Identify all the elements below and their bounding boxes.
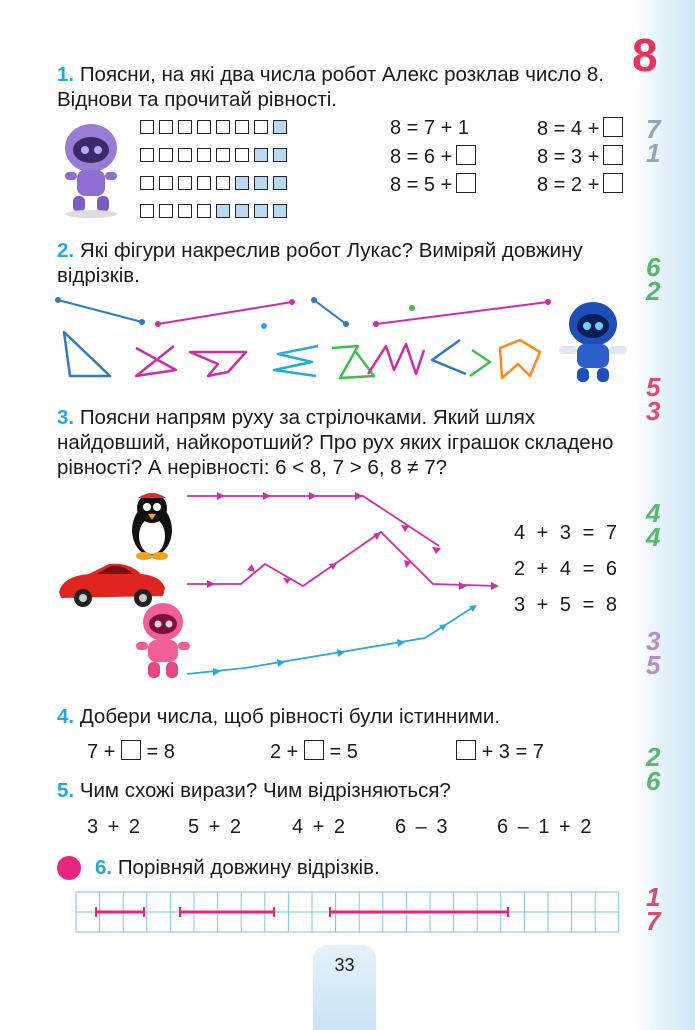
eq2-left: 2 + — [270, 741, 299, 763]
task5-number: 5. — [57, 779, 75, 802]
filled-square — [273, 204, 287, 218]
empty-square — [216, 148, 230, 162]
page-number: 33 — [334, 955, 355, 975]
task6-text — [95, 855, 595, 880]
square-row — [140, 174, 292, 194]
empty-square — [216, 176, 230, 190]
filled-square — [235, 204, 249, 218]
shapes — [64, 332, 540, 378]
task2-number: 2. — [57, 239, 75, 262]
side-number: 2 — [646, 742, 661, 772]
answer-box[interactable] — [603, 117, 623, 137]
empty-square — [254, 120, 268, 134]
equation-text: 8 = 6 + — [390, 146, 453, 168]
task5-expression: 6 – 3 — [395, 816, 448, 838]
filled-square — [273, 148, 287, 162]
side-number: 4 — [646, 498, 661, 528]
answer-box[interactable] — [456, 173, 476, 193]
task1-equation — [390, 117, 469, 140]
penguin-image — [118, 488, 186, 560]
task4-equation-3 — [456, 740, 544, 764]
eq3-right: + 3 = 7 — [481, 741, 544, 763]
task1-text — [57, 62, 635, 112]
task2-text — [57, 238, 635, 288]
square-row — [140, 202, 292, 222]
task4-text — [57, 704, 637, 729]
empty-square — [140, 176, 154, 190]
filled-square — [254, 148, 268, 162]
empty-square — [140, 148, 154, 162]
eq1-left: 7 + — [87, 741, 116, 763]
task5-expression: 4 + 2 — [292, 816, 346, 838]
empty-square — [178, 148, 192, 162]
task4-equation-1 — [87, 740, 175, 764]
eq1-right: = 8 — [146, 741, 175, 763]
filled-square — [254, 204, 268, 218]
empty-square — [178, 120, 192, 134]
answer-box[interactable] — [121, 740, 141, 760]
empty-square — [159, 176, 173, 190]
empty-square — [159, 148, 173, 162]
task3-text — [57, 405, 637, 480]
pink-dot-marker — [57, 856, 81, 880]
task3-equation: 2 + 4 = 6 — [514, 558, 617, 580]
filled-square — [235, 176, 249, 190]
empty-square — [159, 120, 173, 134]
side-number: 1 — [646, 138, 661, 168]
side-number: 5 — [646, 650, 661, 680]
segment-grid — [76, 892, 616, 936]
task5-statement: Чим схожі вирази? Чим відрізняються? — [79, 779, 451, 802]
task1-equation — [390, 145, 476, 169]
paths-arrows-figure — [185, 488, 505, 688]
empty-square — [178, 176, 192, 190]
empty-square — [140, 120, 154, 134]
empty-square — [197, 204, 211, 218]
equation-text: 8 = 5 + — [390, 174, 453, 196]
side-number: 1 — [646, 882, 661, 912]
empty-square — [197, 120, 211, 134]
equation-text: 8 = 2 + — [537, 174, 600, 196]
equation-text: 8 = 3 + — [537, 146, 600, 168]
side-number: 7 — [646, 906, 661, 936]
task4-equation-2 — [270, 740, 358, 764]
empty-square — [178, 204, 192, 218]
equation-text: 8 = 7 + 1 — [390, 117, 469, 139]
task1-equation — [390, 173, 476, 197]
task4-number: 4. — [57, 705, 75, 728]
task1-number: 1. — [57, 63, 75, 86]
answer-box[interactable] — [603, 173, 623, 193]
answer-box[interactable] — [603, 145, 623, 165]
side-number: 4 — [646, 522, 661, 552]
segments-and-shapes-figure — [50, 290, 570, 390]
task5-expression: 6 – 1 + 2 — [497, 816, 592, 838]
side-number: 6 — [646, 766, 661, 796]
robot-lukas-image — [555, 298, 630, 386]
task3-statement: Поясни напрям руху за стрілочками. Який шлях найдовший, найкоротший? Про рух яких іграшок складено рівності? А нерівності: 6 < 8, 7 > 6, 8 ≠ 7? — [57, 406, 614, 479]
task1-statement: Поясни, на які два числа робот Алекс розклав число 8. Віднови та прочитай рівності. — [57, 63, 605, 111]
task1-equation — [537, 173, 623, 197]
empty-square — [235, 148, 249, 162]
equation-text: 8 = 4 + — [537, 118, 600, 140]
task5-expression: 3 + 2 — [87, 816, 141, 838]
page-badge: 8 — [632, 29, 658, 81]
side-number: 3 — [646, 396, 661, 426]
answer-box[interactable] — [304, 740, 324, 760]
robot-alex-image — [55, 118, 127, 218]
segments — [55, 297, 551, 329]
task3-number: 3. — [57, 406, 75, 429]
answer-box[interactable] — [456, 145, 476, 165]
task2-statement: Які фігури накреслив робот Лукас? Виміряй довжину відрізків. — [57, 239, 583, 287]
square-row — [140, 146, 292, 166]
eq2-right: = 5 — [329, 741, 358, 763]
task3-equation: 3 + 5 = 8 — [514, 594, 617, 616]
filled-square — [273, 176, 287, 190]
empty-square — [159, 204, 173, 218]
empty-square — [197, 148, 211, 162]
side-number: 2 — [646, 276, 661, 306]
side-number: 7 — [646, 114, 661, 144]
task6-number: 6. — [95, 856, 113, 879]
answer-box[interactable] — [456, 740, 476, 760]
side-number: 6 — [646, 252, 661, 282]
page-number-tab — [313, 945, 376, 1030]
task5-expression: 5 + 2 — [188, 816, 242, 838]
task1-equation — [537, 145, 623, 169]
side-number: 3 — [646, 626, 661, 656]
empty-square — [235, 120, 249, 134]
task6-statement: Порівняй довжину відрізків. — [117, 856, 380, 879]
task3-equation: 4 + 3 = 7 — [514, 522, 617, 544]
filled-square — [254, 176, 268, 190]
task4-statement: Добери числа, щоб рівності були істинними. — [79, 705, 501, 728]
empty-square — [216, 120, 230, 134]
square-row — [140, 118, 292, 138]
empty-square — [140, 204, 154, 218]
filled-square — [216, 204, 230, 218]
task1-equation — [537, 117, 623, 141]
side-number: 5 — [646, 372, 661, 402]
filled-square — [273, 120, 287, 134]
task5-text — [57, 778, 637, 803]
empty-square — [197, 176, 211, 190]
